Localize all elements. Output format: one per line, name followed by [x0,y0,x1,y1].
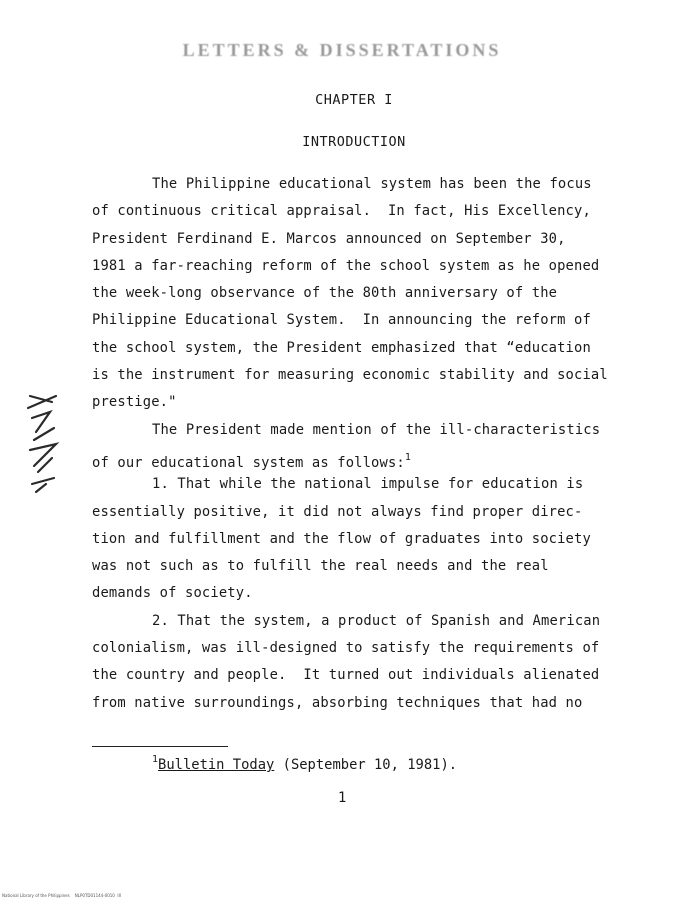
body-line-text: the week-long observance of the 80th anniversary of the [92,285,558,302]
body-line [92,608,652,635]
body-line [92,690,652,717]
footnote [152,754,457,773]
footnote-reference: 1 [404,451,412,463]
body-line [92,389,652,416]
body-line [92,335,652,362]
body-line-text: was not such as to fulfill the real needs and the real [92,558,549,575]
body-line-text: of our educational system as follows: [92,454,405,471]
body-line [92,253,652,280]
body-line [92,553,652,580]
page-number: 1 [338,790,347,806]
body-line-text: the country and people. It turned out individuals alienated [92,667,600,684]
body-line [92,635,652,662]
body-line-text: is the instrument for measuring economic stability and social [92,367,608,384]
body-line-text: tion and fulfillment and the flow of graduates into society [92,530,591,547]
body-line-text: demands of society. [92,585,253,602]
body-line-text: prestige." [92,394,177,411]
body-line [92,526,652,553]
body-line [92,362,652,389]
body-line-text: President Ferdinand E. Marcos announced on September 30, [92,230,566,247]
footnote-title: Bulletin Today [158,757,275,773]
footnote-divider [92,746,228,747]
body-line [92,307,652,334]
body-line-text: Philippine Educational System. In announcing the reform of [92,312,591,329]
body-line [92,444,652,471]
footnote-mark: 1 [152,754,159,765]
body-line-text: The Philippine educational system has been the focus [152,176,592,192]
header-stamp: LETTERS & DISSERTATIONS [182,40,502,60]
body-line-text: 1981 a far-reaching reform of the school system as he opened [92,257,600,274]
body-line [92,580,652,607]
body-line [92,171,652,198]
chapter-label: CHAPTER I [315,92,393,108]
footnote-citation: (September 10, 1981). [274,757,458,773]
body-line [92,280,652,307]
body-line-text: of continuous critical appraisal. In fact, His Excellency, [92,203,591,220]
body-line-text: 1. That while the national impulse for education is [152,476,584,493]
handwritten-signature-icon [22,388,66,496]
body-line [92,471,652,498]
body-line [92,417,652,444]
body-line-text: 2. That the system, a product of Spanish and American [152,612,601,629]
body-line-text: The President made mention of the ill-characteristics [152,421,601,438]
body-line-text: colonialism, was ill-designed to satisfy the requirements of [92,640,600,657]
body-line-text: the school system, the President emphasized that “education [92,339,591,356]
body-line [92,198,652,225]
body-line [92,662,652,689]
archive-label: National Library of the Philippines NLP0TD01144-0010 III [2,893,121,898]
body-line-text: from native surroundings, absorbing techniques that had no [92,694,583,711]
body-text [92,171,652,717]
body-line [92,499,652,526]
body-line-text: essentially positive, it did not always find proper direc- [92,503,583,520]
body-line [92,226,652,253]
section-heading: INTRODUCTION [302,134,406,150]
